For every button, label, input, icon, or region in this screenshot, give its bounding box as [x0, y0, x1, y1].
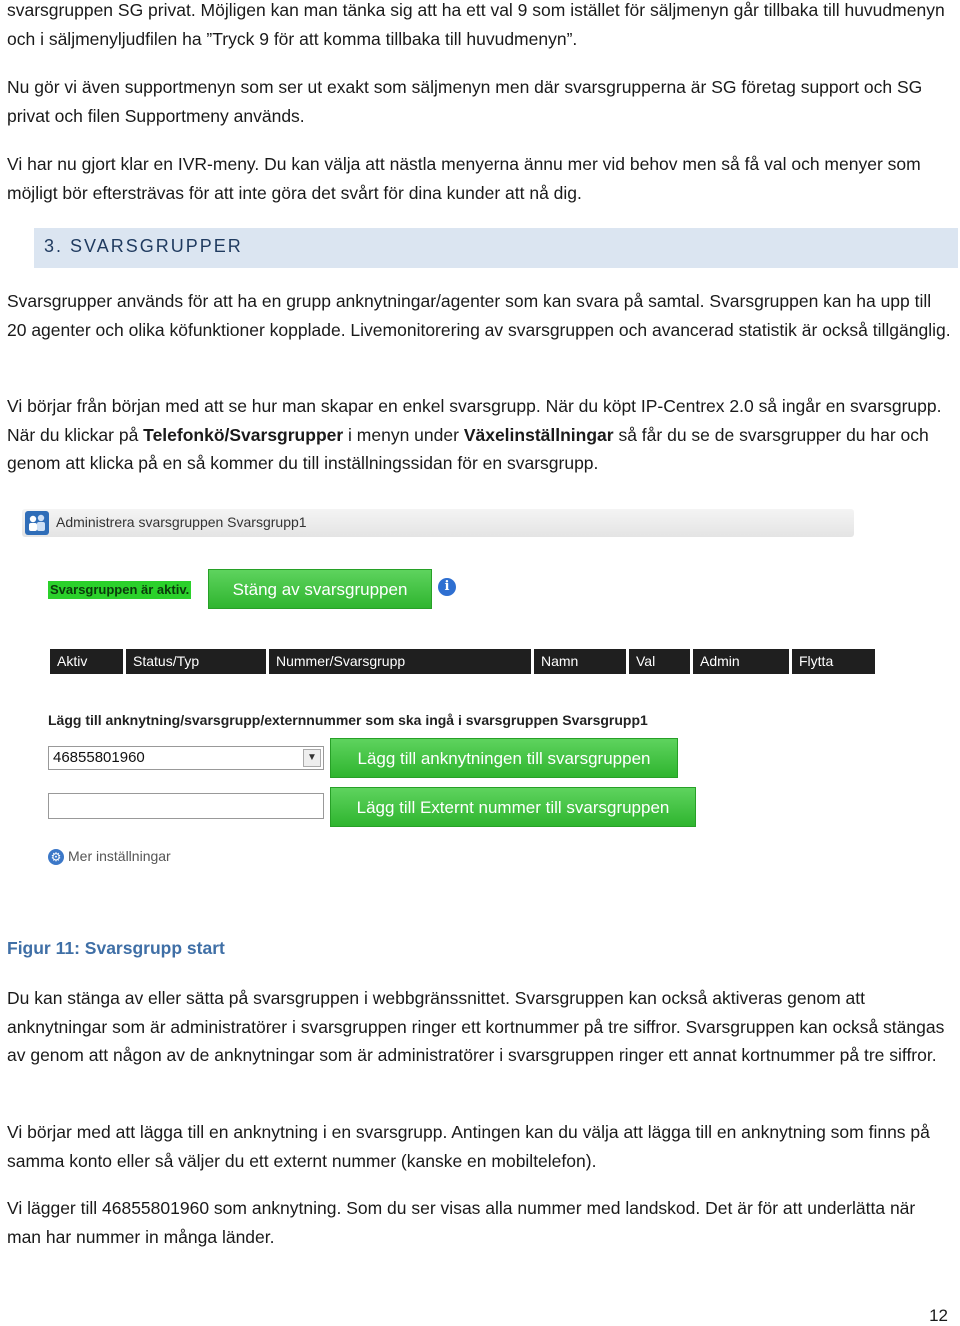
status-badge: Svarsgruppen är aktiv. [50, 582, 190, 597]
intro-paragraph-3-a: Vi har nu gjort klar en IVR-meny. [7, 154, 260, 174]
page-number: 12 [929, 1306, 948, 1325]
section-heading: 3. SVARSGRUPPER [44, 236, 243, 256]
toggle-group-button[interactable]: Stäng av svarsgruppen [208, 569, 432, 609]
intro-paragraph-3 [7, 150, 952, 207]
info-icon[interactable]: i [438, 578, 456, 596]
section-heading-bar [34, 228, 958, 268]
users-icon [24, 510, 50, 536]
column-flytta[interactable]: Flytta [792, 649, 875, 674]
gear-icon: ⚙ [48, 849, 64, 865]
column-namn[interactable]: Namn [534, 649, 626, 674]
extension-select[interactable] [48, 746, 324, 770]
section-paragraph-1: Svarsgrupper används för att ha en grupp anknytningar/agenter som kan svara på samtal. Svarsgruppen kan ha upp till 20 agenter och olika köfunktioner kopplade. Livemonitorering av svarsgruppen och avancerad statistik är också tillgänglig. [7, 291, 951, 340]
intro-paragraph-2: Nu gör vi även supportmenyn som ser ut exakt som säljmenyn men där svarsgrupperna är SG företag support och SG privat och filen Supportmeny används. [7, 77, 923, 126]
menu-path-telefonko: Telefonkö/Svarsgrupper [143, 424, 344, 445]
extension-select-value: 46855801960 [53, 749, 145, 766]
section-paragraph-2-a: Vi börjar från början med att se hur man skapar en enkel svarsgrupp. När du köpt IP-Centrex 2.0 så ingår en svarsgrupp. När du klickar på [7, 396, 942, 445]
section-paragraph-2-d: så får du se de svarsgrupper du har och genom att klicka på en så kommer du till inställningssidan för en svarsgrupp. [7, 424, 929, 473]
column-status-typ[interactable]: Status/Typ [126, 649, 266, 674]
column-aktiv[interactable]: Aktiv [50, 649, 123, 674]
column-val[interactable]: Val [629, 649, 690, 674]
menu-path-vaxelinstallningar: Växelinställningar [463, 424, 614, 445]
add-member-label: Lägg till anknytning/svarsgrupp/externnummer som ska ingå i svarsgruppen Svarsgrupp1 [48, 712, 648, 728]
intro-paragraph-1: svarsgruppen SG privat. Möjligen kan man tänka sig att ha ett val 9 som istället för säljmenyn går tillbaka till huvudmenyn och i säljmenyljudfilen ha ”Tryck 9 för att komma tillbaka till huvudmenyn”. [7, 0, 945, 49]
body-paragraph-2: Vi börjar med att lägga till en anknytning i en svarsgrupp. Antingen kan du välja att lägga till en anknytning som finns på samma konto eller så väljer du ett externt nummer (kanske en mobiltelefon). [7, 1122, 930, 1171]
column-admin[interactable]: Admin [693, 649, 789, 674]
admin-header-title: Administrera svarsgruppen Svarsgrupp1 [56, 514, 307, 530]
add-external-button[interactable]: Lägg till Externt nummer till svarsgruppen [330, 787, 696, 827]
intro-paragraph-3-b: Du kan välja att nästla menyerna ännu mer vid behov men så få val och menyer som möjligt bör eftersträvas för att inte göra det svårt för dina kunder att nå dig. [7, 154, 921, 203]
body-paragraph-1: Du kan stänga av eller sätta på svarsgruppen i webbgränssnittet. Svarsgruppen kan också aktiveras genom att anknytningar som är administratörer i svarsgruppen ringer ett kortnummer på tre siffror. Svarsgruppen kan också stängas av genom att någon av de anknytningar som är administratörer i svarsgruppen ringer ett annat kortnummer på tre siffror. [7, 988, 945, 1065]
body-paragraph-3: Vi lägger till 46855801960 som anknytning. Som du ser visas alla nummer med landskod. Det är för att underlätta när man har nummer in många länder. [7, 1198, 916, 1247]
chevron-down-icon[interactable]: ▼ [303, 749, 321, 767]
external-number-input[interactable] [48, 793, 324, 819]
section-paragraph-2-c: i menyn under [343, 424, 464, 445]
more-settings-label: Mer inställningar [68, 848, 171, 864]
add-extension-button[interactable]: Lägg till anknytningen till svarsgruppen [330, 738, 678, 778]
admin-header [22, 509, 854, 537]
column-nummer-svarsgrupp[interactable]: Nummer/Svarsgrupp [269, 649, 531, 674]
more-settings-link[interactable] [48, 848, 171, 865]
figure-caption: Figur 11: Svarsgrupp start [7, 938, 225, 958]
table-header [50, 649, 875, 674]
section-paragraph-2 [7, 392, 952, 478]
